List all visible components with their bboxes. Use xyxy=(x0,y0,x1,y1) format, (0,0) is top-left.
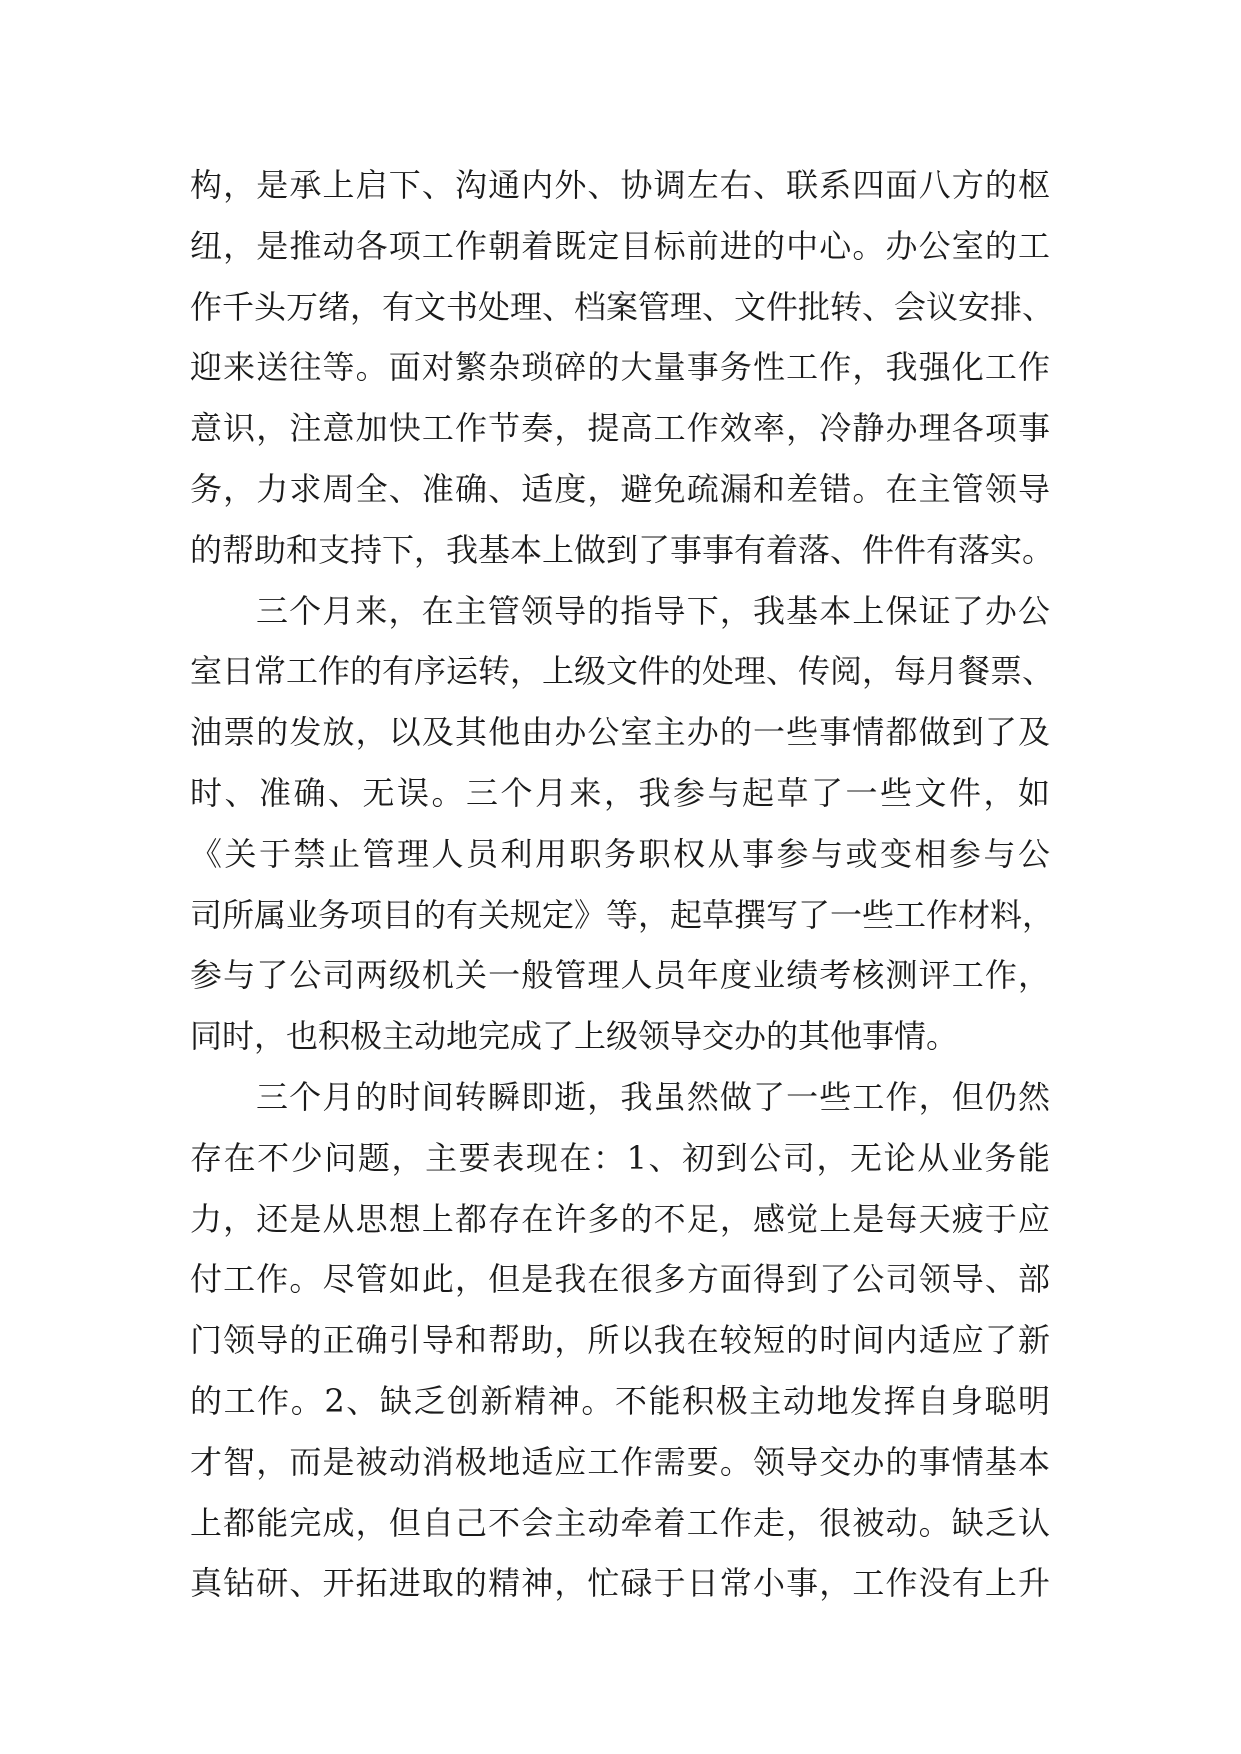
text-line: 三个月的时间转瞬即逝，我虽然做了一些工作，但仍然 xyxy=(256,1077,1050,1116)
text-line: 纽，是推动各项工作朝着既定目标前进的中心。办公室的工 xyxy=(190,226,1050,265)
text-line: 力，还是从思想上都存在许多的不足，感觉上是每天疲于应 xyxy=(190,1199,1050,1238)
text-line: 《关于禁止管理人员利用职务职权从事参与或变相参与公 xyxy=(190,834,1050,873)
text-line: 作千头万绪，有文书处理、档案管理、文件批转、会议安排、 xyxy=(190,287,1055,326)
text-line: 真钻研、开拓进取的精神，忙碌于日常小事，工作没有上升 xyxy=(190,1564,1050,1603)
text-line: 门领导的正确引导和帮助，所以我在较短的时间内适应了新 xyxy=(190,1321,1050,1360)
text-line: 务，力求周全、准确、适度，避免疏漏和差错。在主管领导 xyxy=(190,469,1050,508)
text-line: 三个月来，在主管领导的指导下，我基本上保证了办公 xyxy=(256,591,1050,630)
text-line: 时、准确、无误。三个月来，我参与起草了一些文件，如 xyxy=(190,773,1050,812)
text-line: 的工作。2、缺乏创新精神。不能积极主动地发挥自身聪明 xyxy=(190,1381,1050,1420)
text-line: 油票的发放，以及其他由办公室主办的一些事情都做到了及 xyxy=(190,713,1050,752)
text-line: 存在不少问题，主要表现在：1、初到公司，无论从业务能 xyxy=(190,1138,1050,1177)
text-line: 同时，也积极主动地完成了上级领导交办的其他事情。 xyxy=(190,1017,959,1056)
document-body xyxy=(190,155,1055,1614)
text-line: 付工作。尽管如此，但是我在很多方面得到了公司领导、部 xyxy=(190,1260,1050,1299)
text-line: 迎来送往等。面对繁杂琐碎的大量事务性工作，我强化工作 xyxy=(190,348,1050,387)
paragraph-1 xyxy=(190,155,1055,581)
text-line: 构，是承上启下、沟通内外、协调左右、联系四面八方的枢 xyxy=(190,166,1050,204)
text-line: 室日常工作的有序运转，上级文件的处理、传阅，每月餐票、 xyxy=(190,652,1055,691)
paragraph-2 xyxy=(190,581,1055,1067)
text-line: 上都能完成，但自己不会主动牵着工作走，很被动。缺乏认 xyxy=(190,1503,1050,1542)
text-line: 的帮助和支持下，我基本上做到了事事有着落、件件有落实。 xyxy=(190,530,1055,569)
text-line: 意识，注意加快工作节奏，提高工作效率，冷静办理各项事 xyxy=(190,409,1050,448)
text-line: 参与了公司两级机关一般管理人员年度业绩考核测评工作， xyxy=(190,956,1050,995)
paragraph-3 xyxy=(190,1067,1050,1614)
text-line: 司所属业务项目的有关规定》等，起草撰写了一些工作材料， xyxy=(190,895,1055,934)
text-line: 才智，而是被动消极地适应工作需要。领导交办的事情基本 xyxy=(190,1442,1050,1481)
